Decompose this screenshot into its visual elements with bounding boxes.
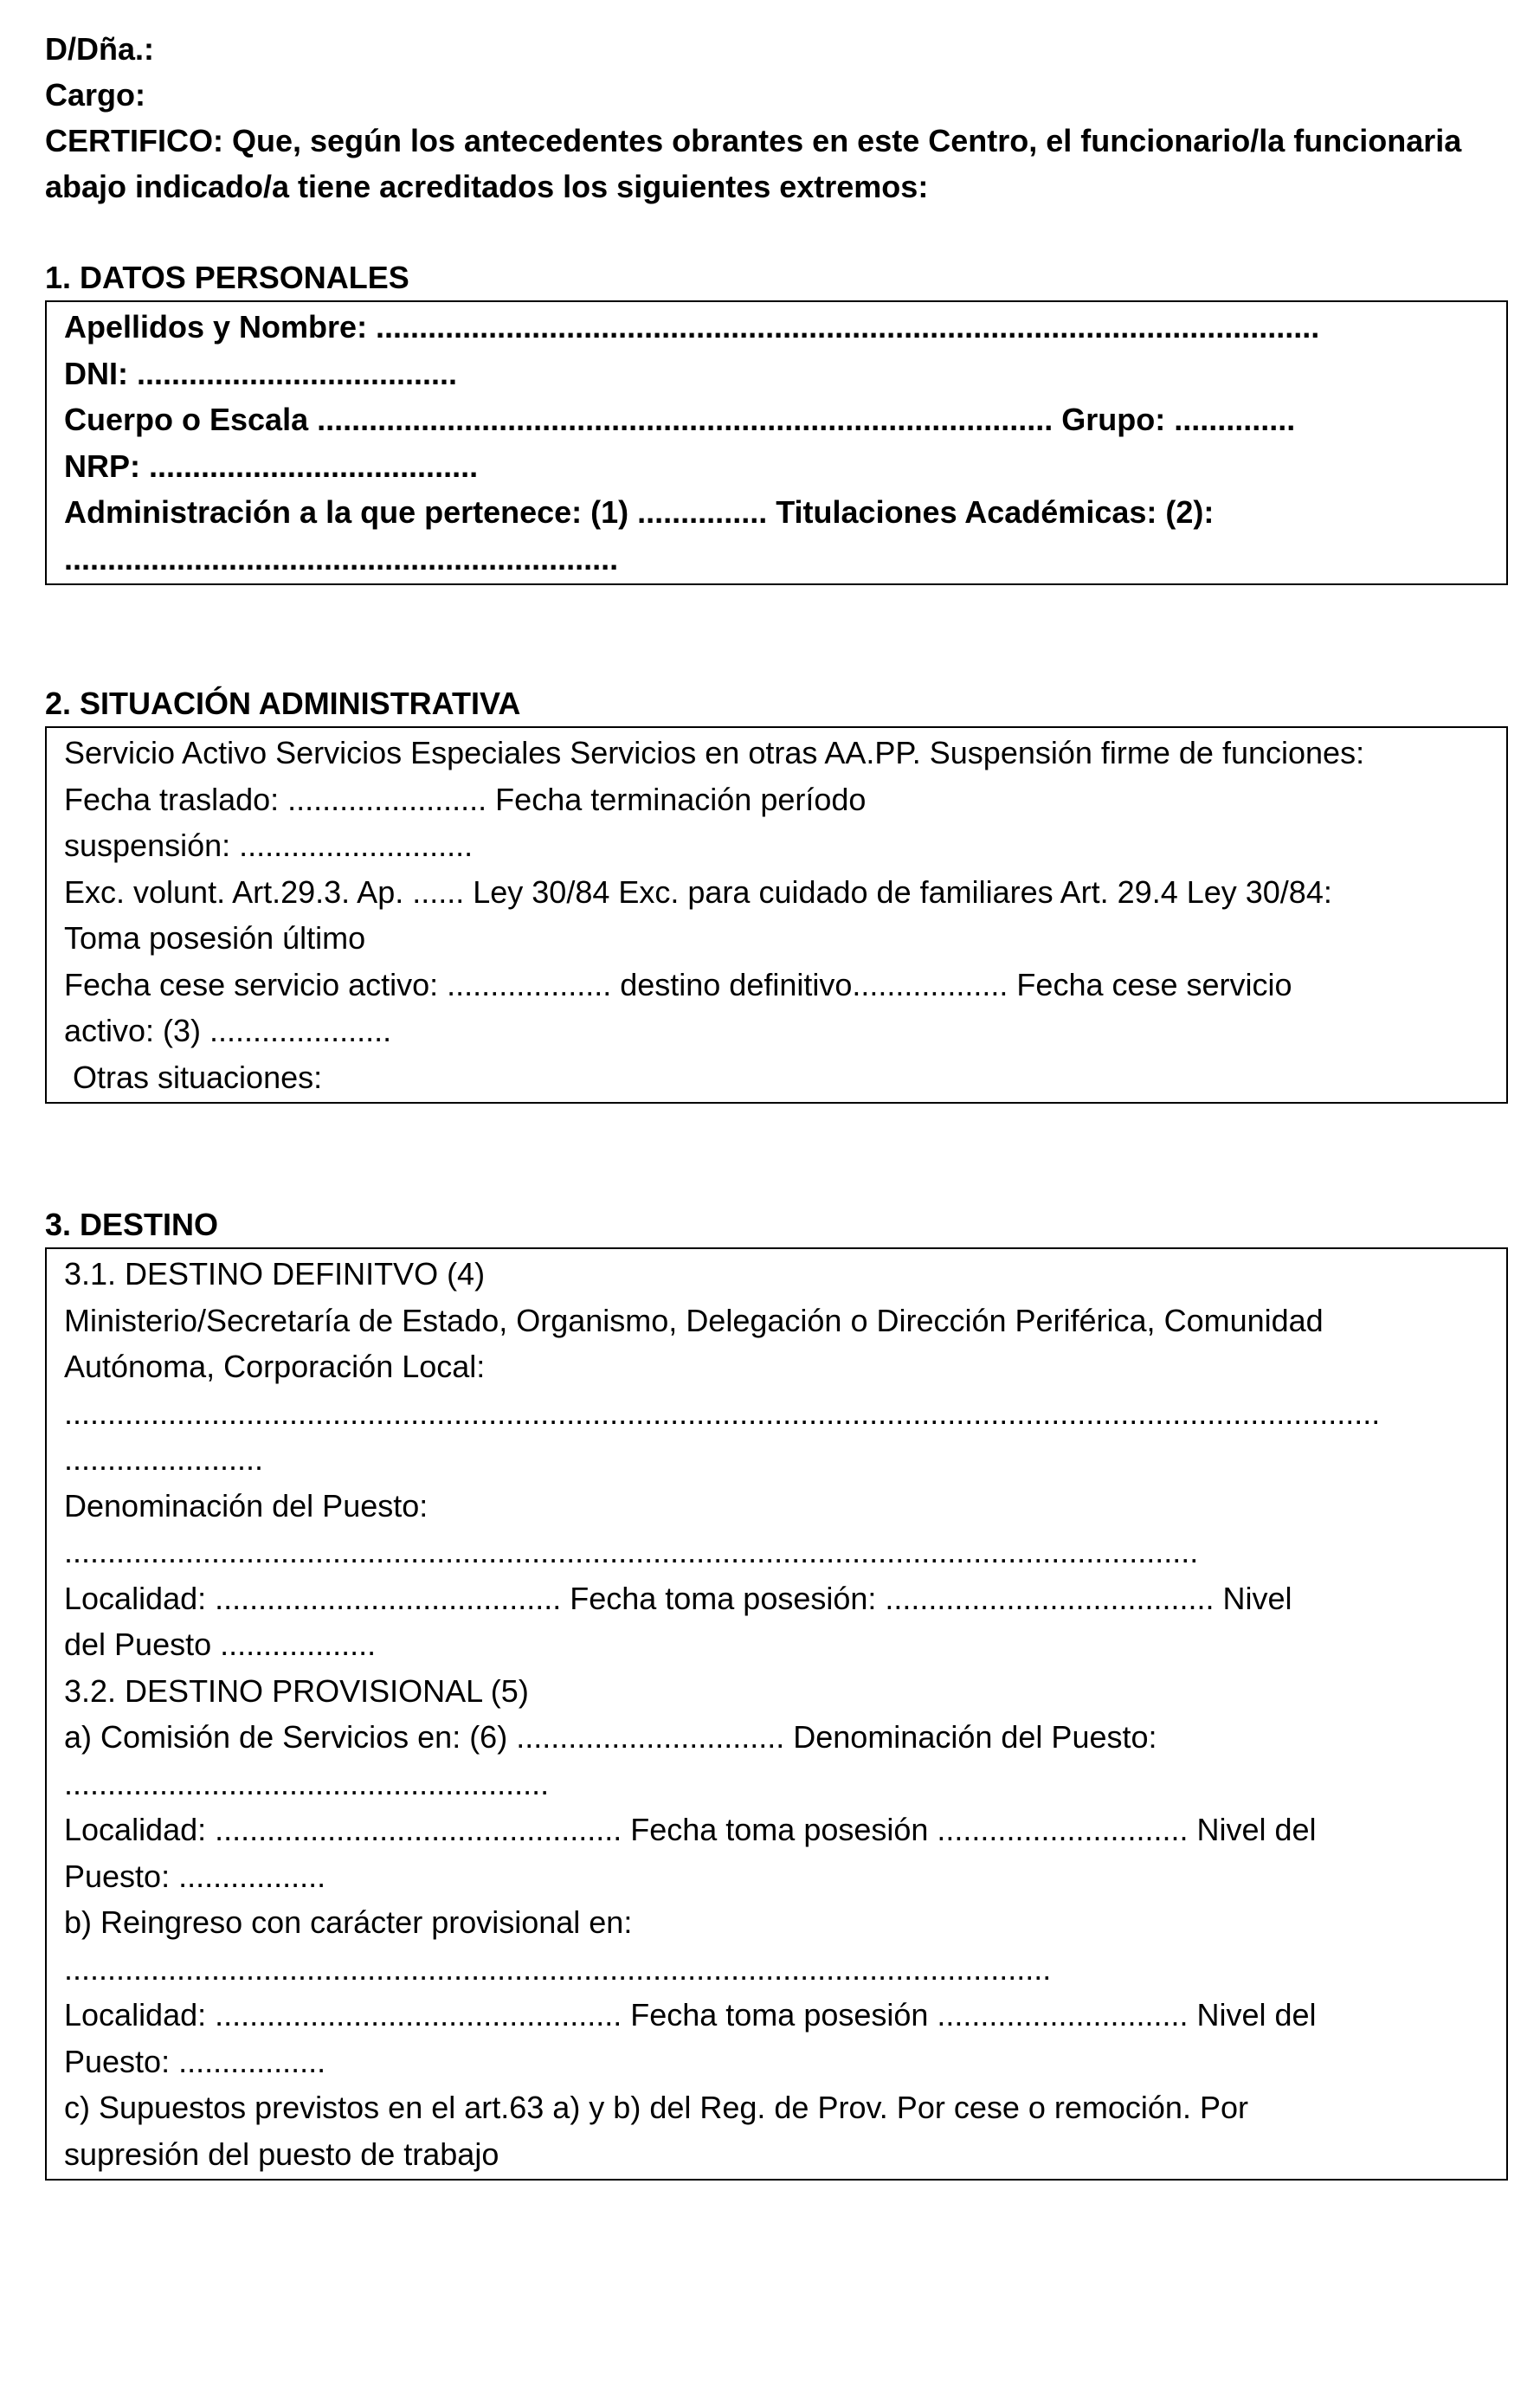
personal-data-box [45, 300, 1508, 585]
destination-line: supresión del puesto de trabajo [64, 2136, 499, 2172]
corps-group-field: Cuerpo o Escala ..................................................................................... Grupo: .............. [64, 402, 1296, 437]
header-name-field: D/Dña.: [45, 31, 154, 67]
nrp-field: NRP: ...................................... [64, 448, 479, 484]
status-line: Servicio Activo Servicios Especiales Servicios en otras AA.PP. Suspensión firme de funciones: [64, 735, 1365, 770]
destination-line: Localidad: ............................................... Fecha toma posesión ............................. Nivel del [64, 1997, 1317, 2033]
destination-line: c) Supuestos previstos en el art.63 a) y b) del Reg. de Prov. Por cese o remoción. Por [64, 2090, 1248, 2125]
destination-line: Autónoma, Corporación Local: [64, 1349, 486, 1384]
section-title: 2. SITUACIÓN ADMINISTRATIVA [45, 686, 521, 721]
destination-box [45, 1247, 1508, 2181]
dni-field: DNI: ..................................... [64, 355, 458, 391]
status-line: Exc. volunt. Art.29.3. Ap. ...... Ley 30/84 Exc. para cuidado de familiares Art. 29.4 Ley 30/84: [64, 873, 1332, 910]
destination-line: 3.1. DESTINO DEFINITVO (4) [64, 1256, 486, 1292]
destination-line: Localidad: ........................................ Fecha toma posesión: ...................................... Nivel [64, 1580, 1292, 1616]
degrees-dotted-line: ................................................................ [64, 540, 619, 577]
destination-line: ....................... [64, 1441, 264, 1477]
section-administrative-status [45, 680, 1508, 1104]
destination-line: Puesto: ................. [64, 2043, 326, 2079]
administrative-status-box [45, 726, 1508, 1104]
section-personal-data [45, 254, 1508, 585]
status-line: suspensión: ........................... [64, 828, 474, 863]
status-line: Fecha cese servicio activo: ................... destino definitivo.................. Fecha cese servicio [64, 966, 1292, 1002]
section-destination [45, 1202, 1508, 2181]
destination-line: a) Comisión de Servicios en: (6) ............................... Denominación del Puesto: [64, 1719, 1157, 1755]
section-title: 1. DATOS PERSONALES [45, 260, 409, 295]
section-title: 3. DESTINO [45, 1207, 219, 1242]
destination-line: ........................................................................................................................................................ [64, 1395, 1381, 1431]
destination-line: Puesto: ................. [64, 1858, 326, 1894]
destination-line: b) Reingreso con carácter provisional en: [64, 1904, 633, 1940]
header-certifico-line: abajo indicado/a tiene acreditados los siguientes extremos: [45, 169, 929, 204]
administration-degrees-field: Administración a la que pertenece: (1) ............... Titulaciones Académicas: (2): [64, 494, 1215, 530]
destination-line: Denominación del Puesto: [64, 1487, 428, 1524]
certificate-document [45, 26, 1508, 2181]
destination-line: 3.2. DESTINO PROVISIONAL (5) [64, 1672, 529, 1709]
status-line: activo: (3) ..................... [64, 1013, 392, 1048]
destination-line: .................................................................................................................. [64, 1950, 1052, 1987]
destination-line: ........................................................ [64, 1765, 550, 1801]
other-situations-line: Otras situaciones: [64, 1059, 323, 1095]
destination-line: del Puesto .................. [64, 1627, 377, 1662]
destination-line: Ministerio/Secretaría de Estado, Organismo, Delegación o Dirección Periférica, Comunidad [64, 1302, 1324, 1338]
status-line: Fecha traslado: ....................... Fecha terminación período [64, 781, 867, 817]
status-line: Toma posesión último [64, 920, 366, 956]
certificate-header [45, 26, 1508, 209]
header-position-field: Cargo: [45, 77, 145, 113]
destination-line: Localidad: ............................................... Fecha toma posesión ............................. Nivel del [64, 1812, 1317, 1847]
destination-line: ................................................................................................................................... [64, 1534, 1199, 1569]
surname-name-field: Apellidos y Nombre: ............................................................................................................. [64, 309, 1320, 345]
header-certifico-line: CERTIFICO: Que, según los antecedentes obrantes en este Centro, el funcionario/la funcionaria [45, 123, 1462, 158]
